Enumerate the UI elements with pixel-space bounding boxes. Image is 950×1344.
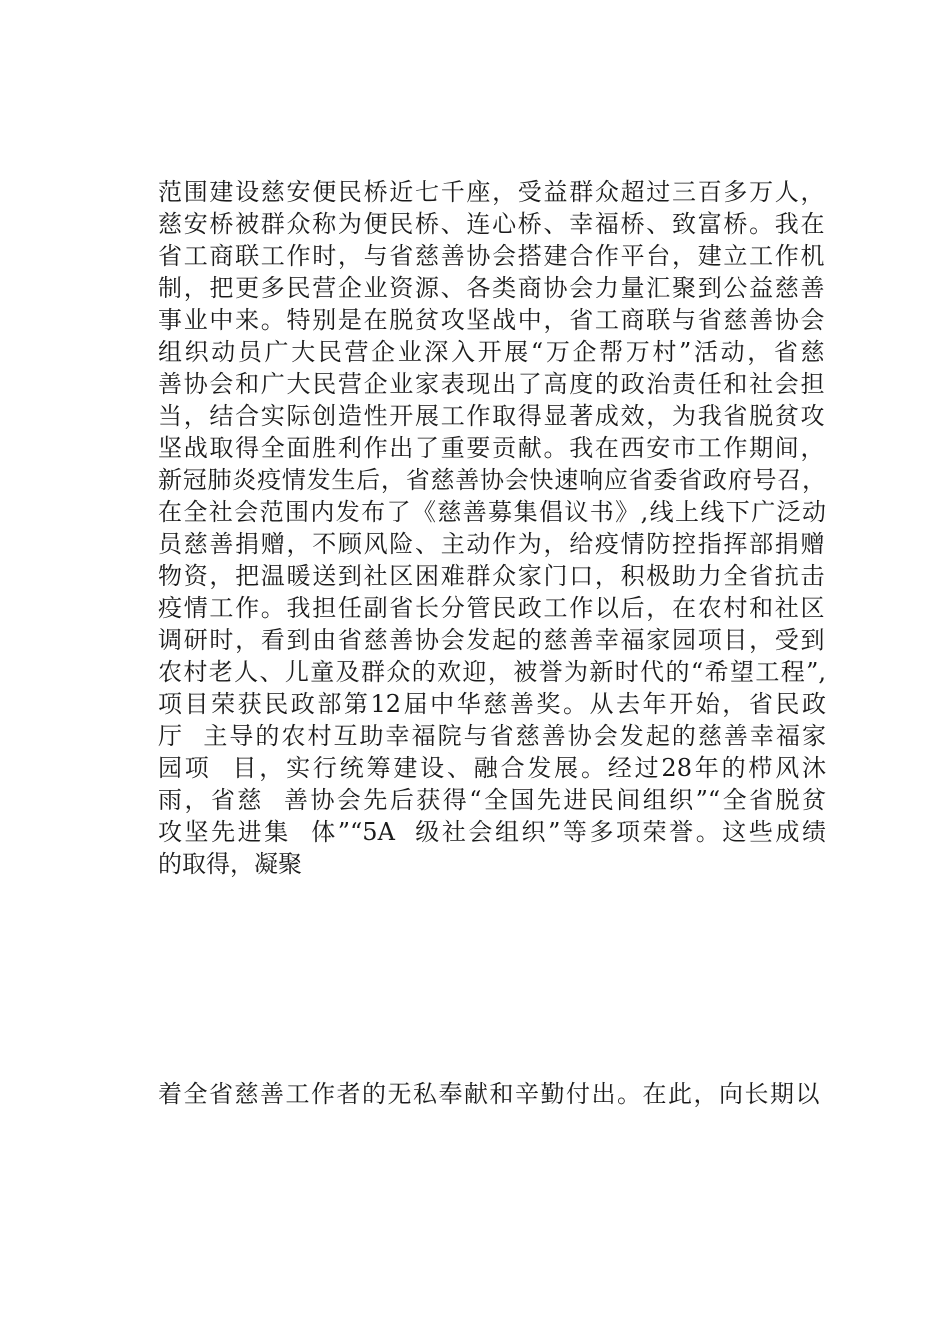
text-line: 农村老人、儿童及群众的欢迎，被誉为新时代的“希望工程”, xyxy=(158,658,826,686)
text-line: 调研时，看到由省慈善协会发起的慈善幸福家园项目，受到 xyxy=(158,626,826,654)
text-line: 厅 主导的农村互助幸福院与省慈善协会发起的慈善幸福家 xyxy=(158,722,826,750)
text-line: 慈安桥被群众称为便民桥、连心桥、幸福桥、致富桥。我在 xyxy=(158,210,826,238)
text-line: 项目荣获民政部第12届中华慈善奖。从去年开始，省民政 xyxy=(158,690,826,718)
text-line: 范围建设慈安便民桥近七千座，受益群众超过三百多万人， xyxy=(158,178,826,206)
text-line: 着全省慈善工作者的无私奉献和辛勤付出。在此，向长期以 xyxy=(158,1080,821,1108)
text-line: 坚战取得全面胜利作出了重要贡献。我在西安市工作期间， xyxy=(158,434,826,462)
text-line: 的取得，凝聚 xyxy=(158,850,302,878)
text-line: 在全社会范围内发布了《慈善募集倡议书》,线上线下广泛动 xyxy=(158,498,826,526)
text-line: 制，把更多民营企业资源、各类商协会力量汇聚到公益慈善 xyxy=(158,274,826,302)
text-line: 园项 目，实行统筹建设、融合发展。经过28年的栉风沐 xyxy=(158,754,826,782)
text-line: 新冠肺炎疫情发生后，省慈善协会快速响应省委省政府号召， xyxy=(158,466,826,494)
text-line: 攻坚先进集 体”“5A 级社会组织”等多项荣誉。这些成绩 xyxy=(158,818,826,846)
text-line: 员慈善捐赠，不顾风险、主动作为，给疫情防控指挥部捐赠 xyxy=(158,530,826,558)
text-line: 物资，把温暖送到社区困难群众家门口，积极助力全省抗击 xyxy=(158,562,826,590)
text-line: 雨，省慈 善协会先后获得“全国先进民间组织”“全省脱贫 xyxy=(158,786,826,814)
text-line: 省工商联工作时，与省慈善协会搭建合作平台，建立工作机 xyxy=(158,242,826,270)
text-line: 疫情工作。我担任副省长分管民政工作以后，在农村和社区 xyxy=(158,594,826,622)
text-line: 组织动员广大民营企业深入开展“万企帮万村”活动，省慈 xyxy=(158,338,826,366)
text-line: 善协会和广大民营企业家表现出了高度的政治责任和社会担 xyxy=(158,370,826,398)
text-line: 事业中来。特别是在脱贫攻坚战中，省工商联与省慈善协会 xyxy=(158,306,826,334)
body-paragraph xyxy=(158,176,826,880)
text-line: 当，结合实际创造性开展工作取得显著成效，为我省脱贫攻 xyxy=(158,402,826,430)
continuation-paragraph xyxy=(158,1078,826,1110)
